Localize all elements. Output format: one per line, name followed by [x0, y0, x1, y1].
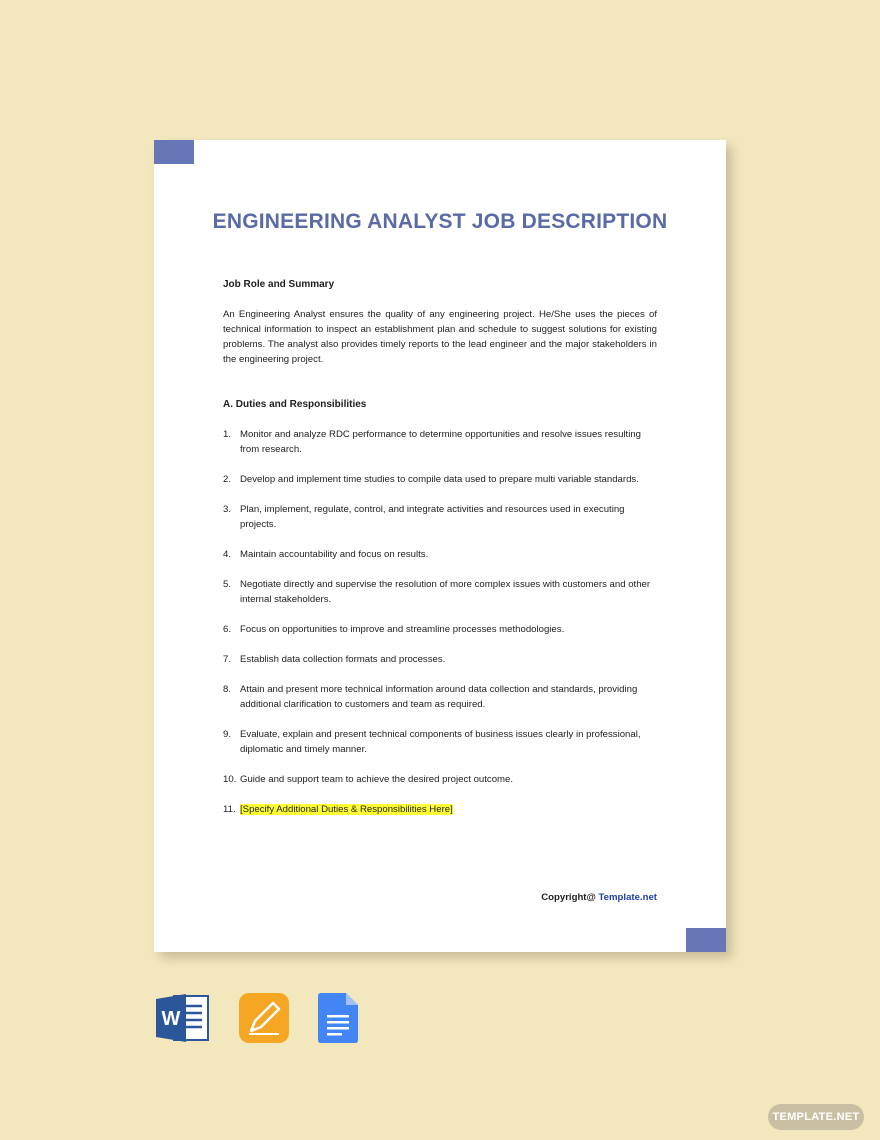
- duty-item: [223, 472, 657, 487]
- duty-item: [223, 772, 657, 787]
- duty-text: Negotiate directly and supervise the resolution of more complex issues with customers and other internal stakeholders.: [240, 579, 651, 605]
- duty-number: 10.: [223, 774, 237, 785]
- duty-number: 9.: [223, 729, 232, 740]
- summary-paragraph: An Engineering Analyst ensures the quality of any engineering project. He/She uses the pieces of technical information to inspect an establishment plan and schedule to suggest solutions for existing problems. The analyst also provides timely reports to the lead engineer and the major stakeholders in the engineering project.: [223, 309, 657, 365]
- copyright-prefix: Copyright@: [541, 892, 599, 903]
- duty-number: 6.: [223, 624, 232, 635]
- duty-number: 4.: [223, 549, 232, 560]
- duty-number: 8.: [223, 684, 232, 695]
- duty-number: 5.: [223, 579, 232, 590]
- duty-number: 3.: [223, 504, 232, 515]
- duty-text: Plan, implement, regulate, control, and integrate activities and resources used in executing projects.: [240, 504, 625, 530]
- duty-item: [223, 652, 657, 667]
- duty-number: 7.: [223, 654, 232, 665]
- document-page: [154, 140, 726, 952]
- document-title: ENGINEERING ANALYST JOB DESCRIPTION: [212, 210, 668, 233]
- duty-item-placeholder: [223, 802, 657, 817]
- duty-text: Guide and support team to achieve the desired project outcome.: [240, 774, 514, 785]
- duty-number: 11.: [223, 804, 236, 815]
- document-body: [223, 277, 657, 832]
- duty-item: [223, 547, 657, 562]
- duty-text: [240, 802, 657, 817]
- duty-text: Monitor and analyze RDC performance to determine opportunities and resolve issues resulting from research.: [240, 429, 642, 455]
- duty-text: Develop and implement time studies to compile data used to prepare multi variable standards.: [240, 474, 639, 485]
- duty-item: [223, 622, 657, 637]
- duty-item: [223, 727, 657, 757]
- duties-heading: A. Duties and Responsibilities: [223, 399, 367, 410]
- duty-text: Establish data collection formats and processes.: [240, 654, 446, 665]
- duty-item: [223, 682, 657, 712]
- duty-text: Focus on opportunities to improve and streamline processes methodologies.: [240, 624, 565, 635]
- duty-item: [223, 427, 657, 457]
- duty-item: [223, 502, 657, 532]
- google-docs-icon[interactable]: [318, 993, 358, 1043]
- duty-number: 2.: [223, 474, 232, 485]
- duty-number: 1.: [223, 429, 232, 440]
- corner-accent-top: [154, 140, 194, 164]
- template-net-watermark: TEMPLATE.NET: [768, 1104, 864, 1130]
- copyright-line: [541, 892, 657, 903]
- pages-icon[interactable]: [239, 993, 289, 1043]
- summary-heading: Job Role and Summary: [223, 279, 335, 290]
- word-icon[interactable]: [156, 993, 210, 1043]
- word-letter: W: [161, 1008, 181, 1030]
- duties-list: [223, 427, 657, 817]
- copyright-link[interactable]: Template.net: [598, 892, 657, 903]
- duty-text: Attain and present more technical information around data collection and standards, providing additional clarification to customers and team as required.: [240, 684, 638, 710]
- duty-item: [223, 577, 657, 607]
- placeholder-highlight-text[interactable]: [Specify Additional Duties & Responsibilities Here]: [240, 804, 453, 815]
- duty-text: Evaluate, explain and present technical components of business issues clearly in professional, diplomatic and timely manner.: [240, 729, 641, 755]
- duty-text: Maintain accountability and focus on results.: [240, 549, 429, 560]
- corner-accent-bottom: [686, 928, 726, 952]
